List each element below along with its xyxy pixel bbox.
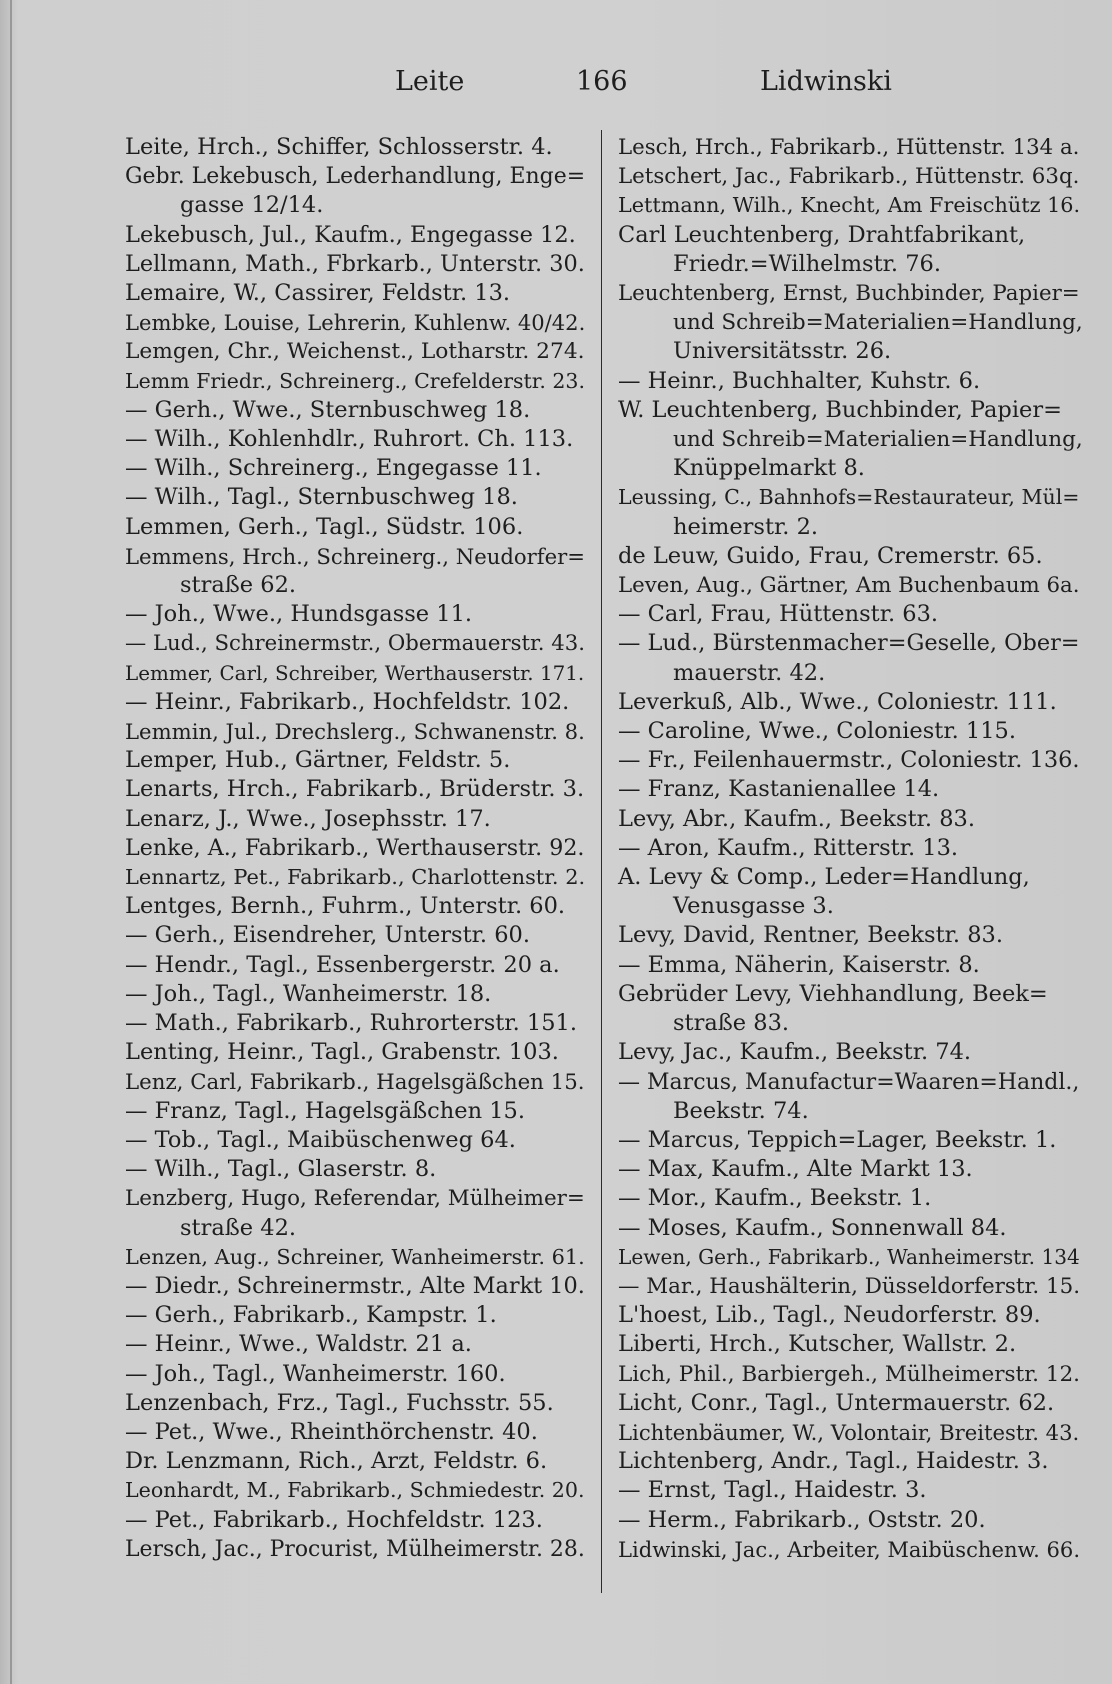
directory-entry: Lidwinski, Jac., Arbeiter, Maibüschenw. 66. bbox=[618, 1536, 1081, 1562]
directory-entry: — Hendr., Tagl., Essenbergerstr. 20 a. bbox=[125, 951, 560, 978]
directory-entry: Lenz, Carl, Fabrikarb., Hagelsgäßchen 15. bbox=[125, 1069, 585, 1095]
directory-entry: Knüppelmarkt 8. bbox=[673, 455, 865, 482]
directory-entry: — Wilh., Tagl., Sternbuschweg 18. bbox=[125, 484, 518, 511]
directory-entry: — Pet., Fabrikarb., Hochfeldstr. 123. bbox=[125, 1506, 543, 1533]
directory-entry: straße 83. bbox=[673, 1010, 790, 1037]
directory-entry: — Wilh., Schreinerg., Engegasse 11. bbox=[125, 455, 542, 482]
directory-entry: — Pet., Wwe., Rheinthörchenstr. 40. bbox=[125, 1418, 538, 1445]
directory-entry: Lellmann, Math., Fbrkarb., Unterstr. 30. bbox=[125, 250, 585, 277]
directory-entry: — Franz, Tagl., Hagelsgäßchen 15. bbox=[125, 1097, 525, 1124]
directory-entry: Venusgasse 3. bbox=[673, 893, 834, 920]
directory-entry: Carl Leuchtenberg, Drahtfabrikant, bbox=[618, 221, 1026, 248]
directory-entry: — Joh., Tagl., Wanheimerstr. 18. bbox=[125, 980, 492, 1007]
directory-entry: Leussing, C., Bahnhofs=Restaurateur, Mül= bbox=[618, 485, 1080, 510]
directory-entry: Leverkuß, Alb., Wwe., Coloniestr. 111. bbox=[618, 688, 1057, 715]
directory-entry: Leuchtenberg, Ernst, Buchbinder, Papier= bbox=[618, 281, 1080, 307]
directory-entry: — Wilh., Kohlenhdlr., Ruhrort. Ch. 113. bbox=[125, 426, 574, 453]
directory-entry: — Carl, Frau, Hüttenstr. 63. bbox=[618, 601, 939, 628]
directory-entry: — Ernst, Tagl., Haidestr. 3. bbox=[618, 1477, 927, 1504]
directory-entry: — Marcus, Teppich=Lager, Beekstr. 1. bbox=[618, 1126, 1057, 1153]
directory-entry: Lewen, Gerh., Fabrikarb., Wanheimerstr. 134 bbox=[618, 1244, 1080, 1269]
directory-entry: — Tob., Tagl., Maibüschenweg 64. bbox=[125, 1126, 516, 1153]
directory-entry: Licht, Conr., Tagl., Untermauerstr. 62. bbox=[618, 1389, 1055, 1416]
directory-entry: Lenarz, J., Wwe., Josephsstr. 17. bbox=[125, 805, 491, 832]
directory-entry: Universitätsstr. 26. bbox=[673, 338, 892, 365]
directory-entry: — Joh., Tagl., Wanheimerstr. 160. bbox=[125, 1360, 506, 1387]
directory-entry: Lenarts, Hrch., Fabrikarb., Brüderstr. 3. bbox=[125, 776, 585, 803]
directory-entry: — Heinr., Buchhalter, Kuhstr. 6. bbox=[618, 367, 981, 394]
directory-entry: Lichtenbäumer, W., Volontair, Breitestr. 43. bbox=[618, 1419, 1080, 1445]
directory-entry: — Max, Kaufm., Alte Markt 13. bbox=[618, 1156, 973, 1183]
directory-entry: — Heinr., Wwe., Waldstr. 21 a. bbox=[125, 1331, 472, 1358]
directory-entry: — Gerh., Fabrikarb., Kampstr. 1. bbox=[125, 1302, 497, 1329]
header-first-entry: Leite bbox=[395, 66, 465, 97]
directory-entry: — Heinr., Fabrikarb., Hochfeldstr. 102. bbox=[125, 688, 570, 715]
directory-entry: — Lud., Bürstenmacher=Geselle, Ober= bbox=[618, 630, 1080, 657]
directory-entry: Lenzen, Aug., Schreiner, Wanheimerstr. 61. bbox=[125, 1244, 585, 1269]
directory-entry: — Math., Fabrikarb., Ruhrorterstr. 151. bbox=[125, 1010, 577, 1037]
directory-entry: und Schreib=Materialien=Handlung, bbox=[673, 427, 1083, 453]
directory-entry: Levy, David, Rentner, Beekstr. 83. bbox=[618, 922, 1004, 949]
directory-entry: Lettmann, Wilh., Knecht, Am Freischütz 16. bbox=[618, 193, 1081, 218]
directory-entry: Lemper, Hub., Gärtner, Feldstr. 5. bbox=[125, 747, 511, 774]
directory-entry: — Joh., Wwe., Hundsgasse 11. bbox=[125, 601, 473, 628]
column-divider bbox=[601, 130, 602, 1593]
directory-entry: — Marcus, Manufactur=Waaren=Handl., bbox=[618, 1069, 1080, 1095]
directory-entry: heimerstr. 2. bbox=[673, 513, 819, 540]
directory-entry: Lemmens, Hrch., Schreinerg., Neudorfer= bbox=[125, 543, 585, 569]
directory-entry: Lenting, Heinr., Tagl., Grabenstr. 103. bbox=[125, 1039, 559, 1066]
directory-entry: straße 42. bbox=[180, 1214, 297, 1241]
directory-entry: Lenzberg, Hugo, Referendar, Mülheimer= bbox=[125, 1186, 585, 1212]
directory-entry: straße 62. bbox=[180, 572, 297, 599]
directory-entry: Lemmen, Gerh., Tagl., Südstr. 106. bbox=[125, 513, 524, 540]
directory-entry: W. Leuchtenberg, Buchbinder, Papier= bbox=[618, 396, 1062, 423]
directory-entry: Lichtenberg, Andr., Tagl., Haidestr. 3. bbox=[618, 1448, 1049, 1475]
directory-entry: de Leuw, Guido, Frau, Cremerstr. 65. bbox=[618, 542, 1043, 569]
directory-entry: — Gerh., Wwe., Sternbuschweg 18. bbox=[125, 396, 531, 423]
directory-entry: — Fr., Feilenhauermstr., Coloniestr. 136. bbox=[618, 747, 1080, 774]
directory-entry: Lich, Phil., Barbiergeh., Mülheimerstr. 12. bbox=[618, 1361, 1081, 1387]
page-number: 166 bbox=[576, 66, 628, 97]
page-spine bbox=[10, 0, 12, 1684]
directory-entry: Lembke, Louise, Lehrerin, Kuhlenw. 40/42. bbox=[125, 310, 586, 336]
directory-entry: gasse 12/14. bbox=[180, 192, 324, 219]
directory-entry: Levy, Jac., Kaufm., Beekstr. 74. bbox=[618, 1039, 972, 1066]
directory-entry: Lentges, Bernh., Fuhrm., Unterstr. 60. bbox=[125, 893, 566, 920]
directory-entry: L'hoest, Lib., Tagl., Neudorferstr. 89. bbox=[618, 1302, 1041, 1329]
directory-entry: Lennartz, Pet., Fabrikarb., Charlottenstr. 2. bbox=[125, 865, 586, 890]
header-last-entry: Lidwinski bbox=[760, 66, 892, 97]
directory-entry: Lenke, A., Fabrikarb., Werthauserstr. 92. bbox=[125, 834, 585, 861]
directory-entry: Lemaire, W., Cassirer, Feldstr. 13. bbox=[125, 280, 511, 307]
directory-entry: — Emma, Näherin, Kaiserstr. 8. bbox=[618, 951, 980, 978]
directory-entry: — Mor., Kaufm., Beekstr. 1. bbox=[618, 1185, 932, 1212]
directory-entry: — Diedr., Schreinermstr., Alte Markt 10. bbox=[125, 1272, 585, 1299]
directory-entry: Leite, Hrch., Schiffer, Schlosserstr. 4. bbox=[125, 134, 553, 160]
directory-entry: A. Levy & Comp., Leder=Handlung, bbox=[618, 864, 1030, 891]
directory-entry: — Mar., Haushälterin, Düsseldorferstr. 15. bbox=[618, 1273, 1081, 1299]
directory-entry: Lenzenbach, Frz., Tagl., Fuchsstr. 55. bbox=[125, 1389, 554, 1416]
directory-entry: Gebr. Lekebusch, Lederhandlung, Enge= bbox=[125, 164, 586, 190]
directory-entry: und Schreib=Materialien=Handlung, bbox=[673, 310, 1083, 336]
left-column bbox=[125, 133, 585, 1564]
directory-entry: — Gerh., Eisendreher, Unterstr. 60. bbox=[125, 922, 531, 949]
directory-entry: Friedr.=Wilhelmstr. 76. bbox=[673, 250, 941, 277]
directory-entry: Leonhardt, M., Fabrikarb., Schmiedestr. 20. bbox=[125, 1478, 585, 1503]
directory-entry: Lemgen, Chr., Weichenst., Lotharstr. 274. bbox=[125, 339, 585, 365]
directory-entry: Beekstr. 74. bbox=[673, 1097, 809, 1124]
directory-entry: — Caroline, Wwe., Coloniestr. 115. bbox=[618, 718, 1017, 745]
directory-entry: Gebrüder Levy, Viehhandlung, Beek= bbox=[618, 980, 1048, 1007]
directory-entry: Lemmin, Jul., Drechslerg., Schwanenstr. 8. bbox=[125, 719, 585, 745]
directory-entry: Lekebusch, Jul., Kaufm., Engegasse 12. bbox=[125, 221, 576, 248]
directory-entry: — Aron, Kaufm., Ritterstr. 13. bbox=[618, 834, 959, 861]
directory-entry: Lesch, Hrch., Fabrikarb., Hüttenstr. 134 a. bbox=[618, 135, 1080, 160]
directory-entry: — Franz, Kastanienallee 14. bbox=[618, 776, 940, 803]
directory-entry: Lersch, Jac., Procurist, Mülheimerstr. 28. bbox=[125, 1536, 585, 1562]
directory-entry: Dr. Lenzmann, Rich., Arzt, Feldstr. 6. bbox=[125, 1448, 548, 1475]
directory-entry: Letschert, Jac., Fabrikarb., Hüttenstr. 63q. bbox=[618, 164, 1080, 190]
right-column bbox=[618, 133, 1083, 1564]
directory-entry: Lemm Friedr., Schreinerg., Crefelderstr. 23. bbox=[125, 368, 585, 393]
directory-entry: — Moses, Kaufm., Sonnenwall 84. bbox=[618, 1214, 1007, 1241]
directory-entry: Leven, Aug., Gärtner, Am Buchenbaum 6a. bbox=[618, 573, 1080, 599]
directory-entry: mauerstr. 42. bbox=[673, 659, 826, 686]
directory-entry: — Wilh., Tagl., Glaserstr. 8. bbox=[125, 1156, 437, 1183]
page-header bbox=[0, 66, 1112, 106]
directory-entry: — Herm., Fabrikarb., Oststr. 20. bbox=[618, 1506, 986, 1533]
directory-entry: Levy, Abr., Kaufm., Beekstr. 83. bbox=[618, 805, 975, 832]
directory-entry: Lemmer, Carl, Schreiber, Werthauserstr. 171. bbox=[125, 661, 585, 685]
directory-entry: — Lud., Schreinermstr., Obermauerstr. 43. bbox=[125, 631, 585, 657]
directory-entry: Liberti, Hrch., Kutscher, Wallstr. 2. bbox=[618, 1331, 1017, 1358]
